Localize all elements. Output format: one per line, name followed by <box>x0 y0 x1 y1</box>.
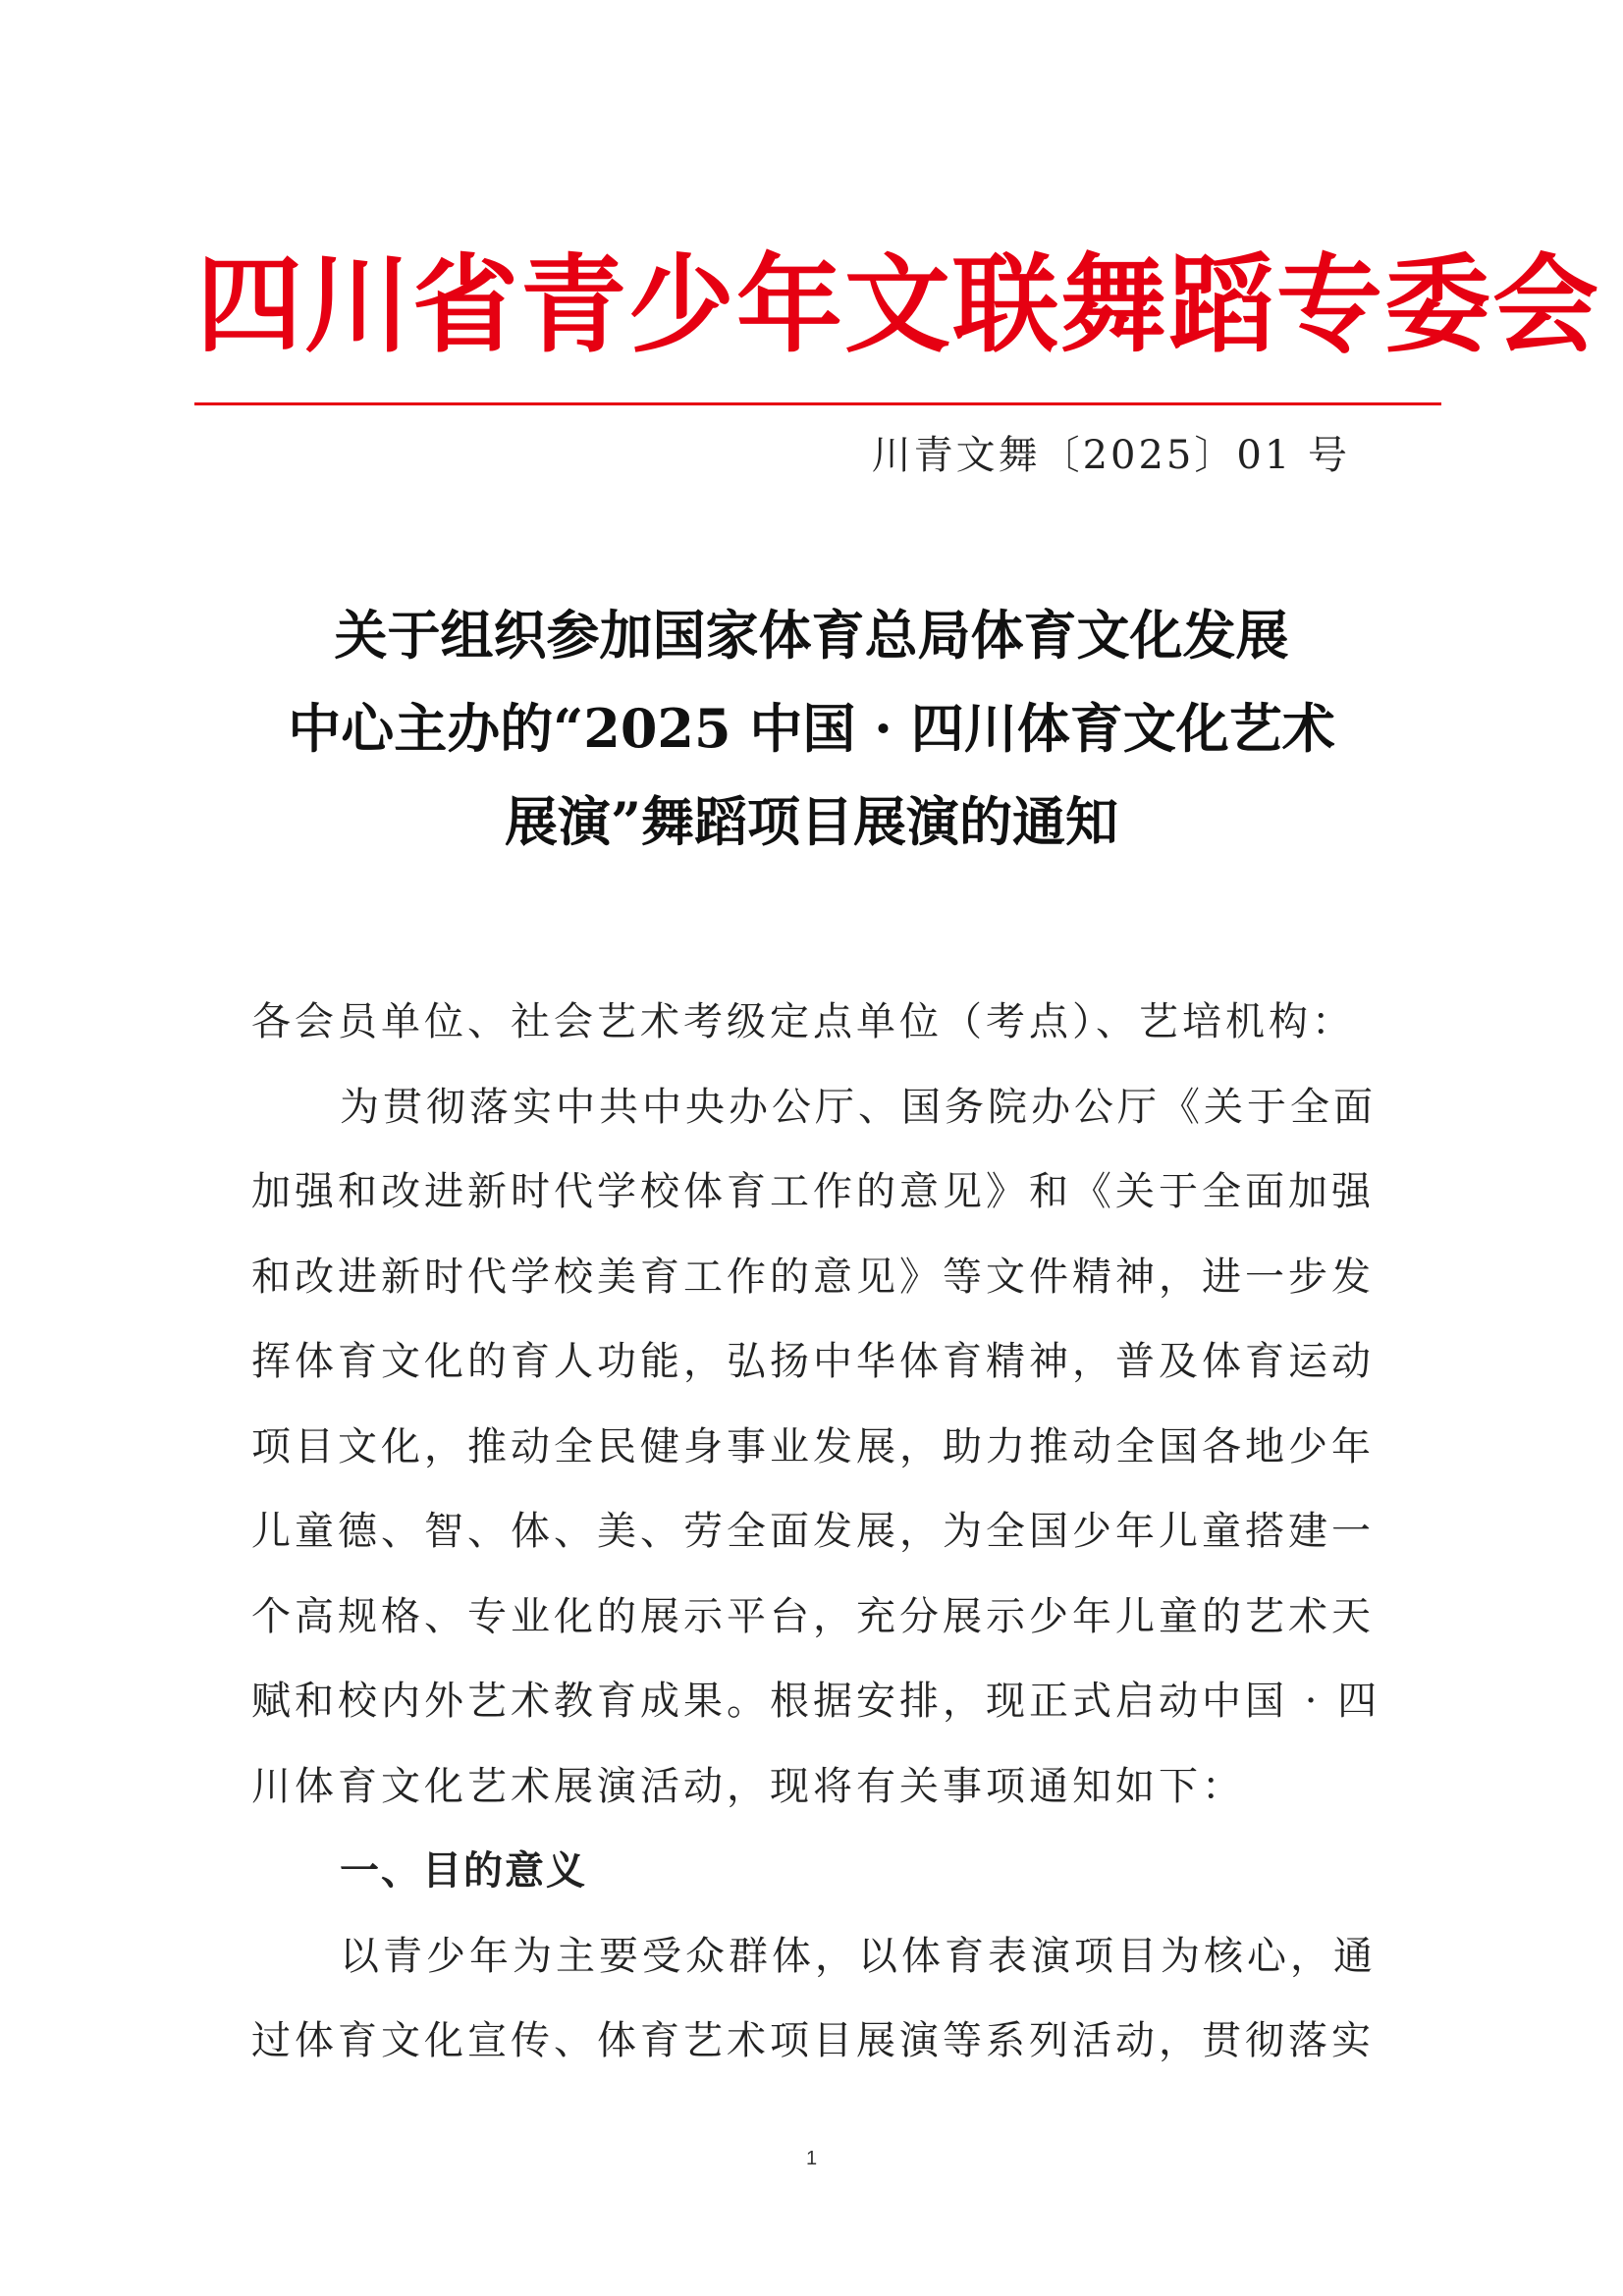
section-heading: 一、目的意义 <box>340 1848 587 1894</box>
document-number: 川青文舞〔2025〕01 号 <box>871 433 1350 478</box>
paragraph-1-line: 赋和校内外艺术教育成果。根据安排，现正式启动中国 · 四 <box>251 1679 1381 1724</box>
title-line-3: 展演”舞蹈项目展演的通知 <box>504 790 1119 853</box>
title-line-2: 中心主办的“2025 中国 · 四川体育文化艺术 <box>288 697 1335 760</box>
paragraph-1-line: 个高规格、专业化的展示平台，充分展示少年儿童的艺术天 <box>251 1593 1375 1639</box>
document-body <box>251 980 1390 2084</box>
title-line-1: 关于组织参加国家体育总局体育文化发展 <box>334 604 1289 667</box>
red-divider-line <box>194 402 1441 405</box>
page-number: 1 <box>805 2148 818 2169</box>
paragraph-1-line: 和改进新时代学校美育工作的意见》等文件精神，进一步发 <box>251 1254 1375 1300</box>
salutation: 各会员单位、社会艺术考级定点单位（考点）、艺培机构： <box>251 999 1355 1044</box>
paragraph-1-line: 为贯彻落实中共中央办公厅、国务院办公厅《关于全面 <box>340 1084 1377 1130</box>
paragraph-1-line: 儿童德、智、体、美、劳全面发展，为全国少年儿童搭建一 <box>251 1509 1375 1554</box>
document-title <box>226 589 1397 869</box>
paragraph-1-line: 项目文化，推动全民健身事业发展，助力推动全国各地少年 <box>251 1423 1375 1469</box>
paragraph-2-line: 以青少年为主要受众群体，以体育表演项目为核心，通 <box>340 1933 1377 1979</box>
paragraph-1-line: 挥体育文化的育人功能，弘扬中华体育精神，普及体育运动 <box>251 1339 1375 1384</box>
paragraph-1-line: 川体育文化艺术展演活动，现将有关事项通知如下： <box>251 1763 1245 1809</box>
organization-header: 四川省青少年文联舞蹈专委会 <box>196 243 1601 367</box>
paragraph-2-line: 过体育文化宣传、体育艺术项目展演等系列活动，贯彻落实 <box>251 2018 1375 2063</box>
paragraph-1-line: 加强和改进新时代学校体育工作的意见》和《关于全面加强 <box>251 1169 1375 1214</box>
